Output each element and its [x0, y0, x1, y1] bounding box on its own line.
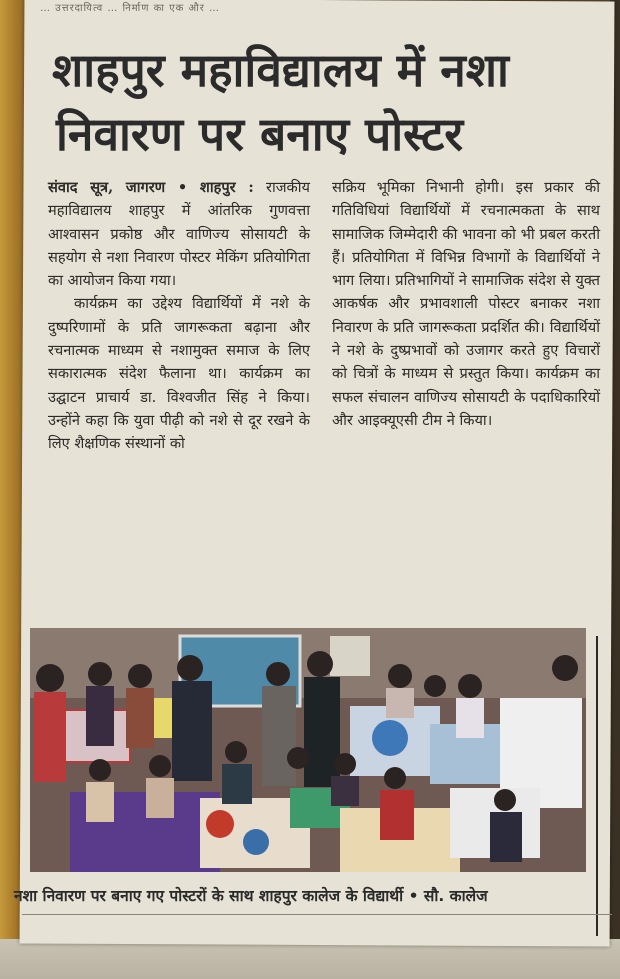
news-photo: [30, 628, 586, 872]
article-column-left: [48, 176, 310, 456]
cut-off-text-strip: … उत्तरदायित्व … निर्माण का एक और …: [40, 3, 220, 12]
bottom-rule: [22, 914, 612, 915]
dateline: संवाद सूत्र, जागरण • शाहपुर :: [48, 179, 254, 196]
headline-line-1: शाहपुर महाविद्यालय में नशा: [52, 43, 509, 97]
article-paragraph-1-text: राजकीय महाविद्यालय शाहपुर में आंतरिक गुणवत्ता आश्वासन प्रकोष्ठ और वाणिज्य सोसायटी के सहयोग से नशा निवारण पोस्टर मेकिंग प्रतियोगिता का आयोजन किया गया।: [48, 179, 311, 290]
photo-illustration: [30, 628, 586, 872]
article-paragraph-1: [48, 176, 310, 292]
article-paragraph-2: कार्यक्रम का उद्देश्य विद्यार्थियों में नशे के दुष्परिणामों के प्रति जागरूकता बढ़ाना और रचनात्मक माध्यम से नशामुक्त समाज के लिए सकारात्मक संदेश फैलाना था। कार्यक्रम का उद्घाटन प्राचार्य डा. विश्वजीत सिंह ने किया। उन्होंने कहा कि युवा पीढ़ी को नशे से दूर रखने के लिए शैक्षणिक संस्थानों को: [48, 295, 310, 453]
article-paragraph-3: सक्रिय भूमिका निभानी होगी। इस प्रकार की गतिविधियां विद्यार्थियों में रचनात्मकता के साथ सामाजिक जिम्मेदारी की भावना को भी प्रबल करती हैं। प्रतियोगिता में विभिन्न विभागों के विद्यार्थियों ने भाग लिया। प्रतिभागियों ने सामाजिक संदेश से युक्त आकर्षक और प्रभावशाली पोस्टर बनाकर नशा निवारण के प्रति जागरूकता प्रदर्शित की। विद्यार्थियों ने नशे के दुष्प्रभावों को उजागर करते हुए विचारों को चित्रों के माध्यम से प्रस्तुत किया। कार्यक्रम का सफल संचालन वाणिज्य सोसायटी के पदाधिकारियों और आइक्यूएसी टीम ने किया।: [332, 179, 600, 429]
photo-caption: नशा निवारण पर बनाए गए पोस्टरों के साथ शाहपुर कालेज के विद्यार्थी • सौ. कालेज: [14, 887, 488, 905]
headline-line-2: निवारण पर बनाए पोस्टर: [56, 107, 464, 161]
article-column-right: [332, 176, 600, 432]
headline: [30, 38, 590, 166]
